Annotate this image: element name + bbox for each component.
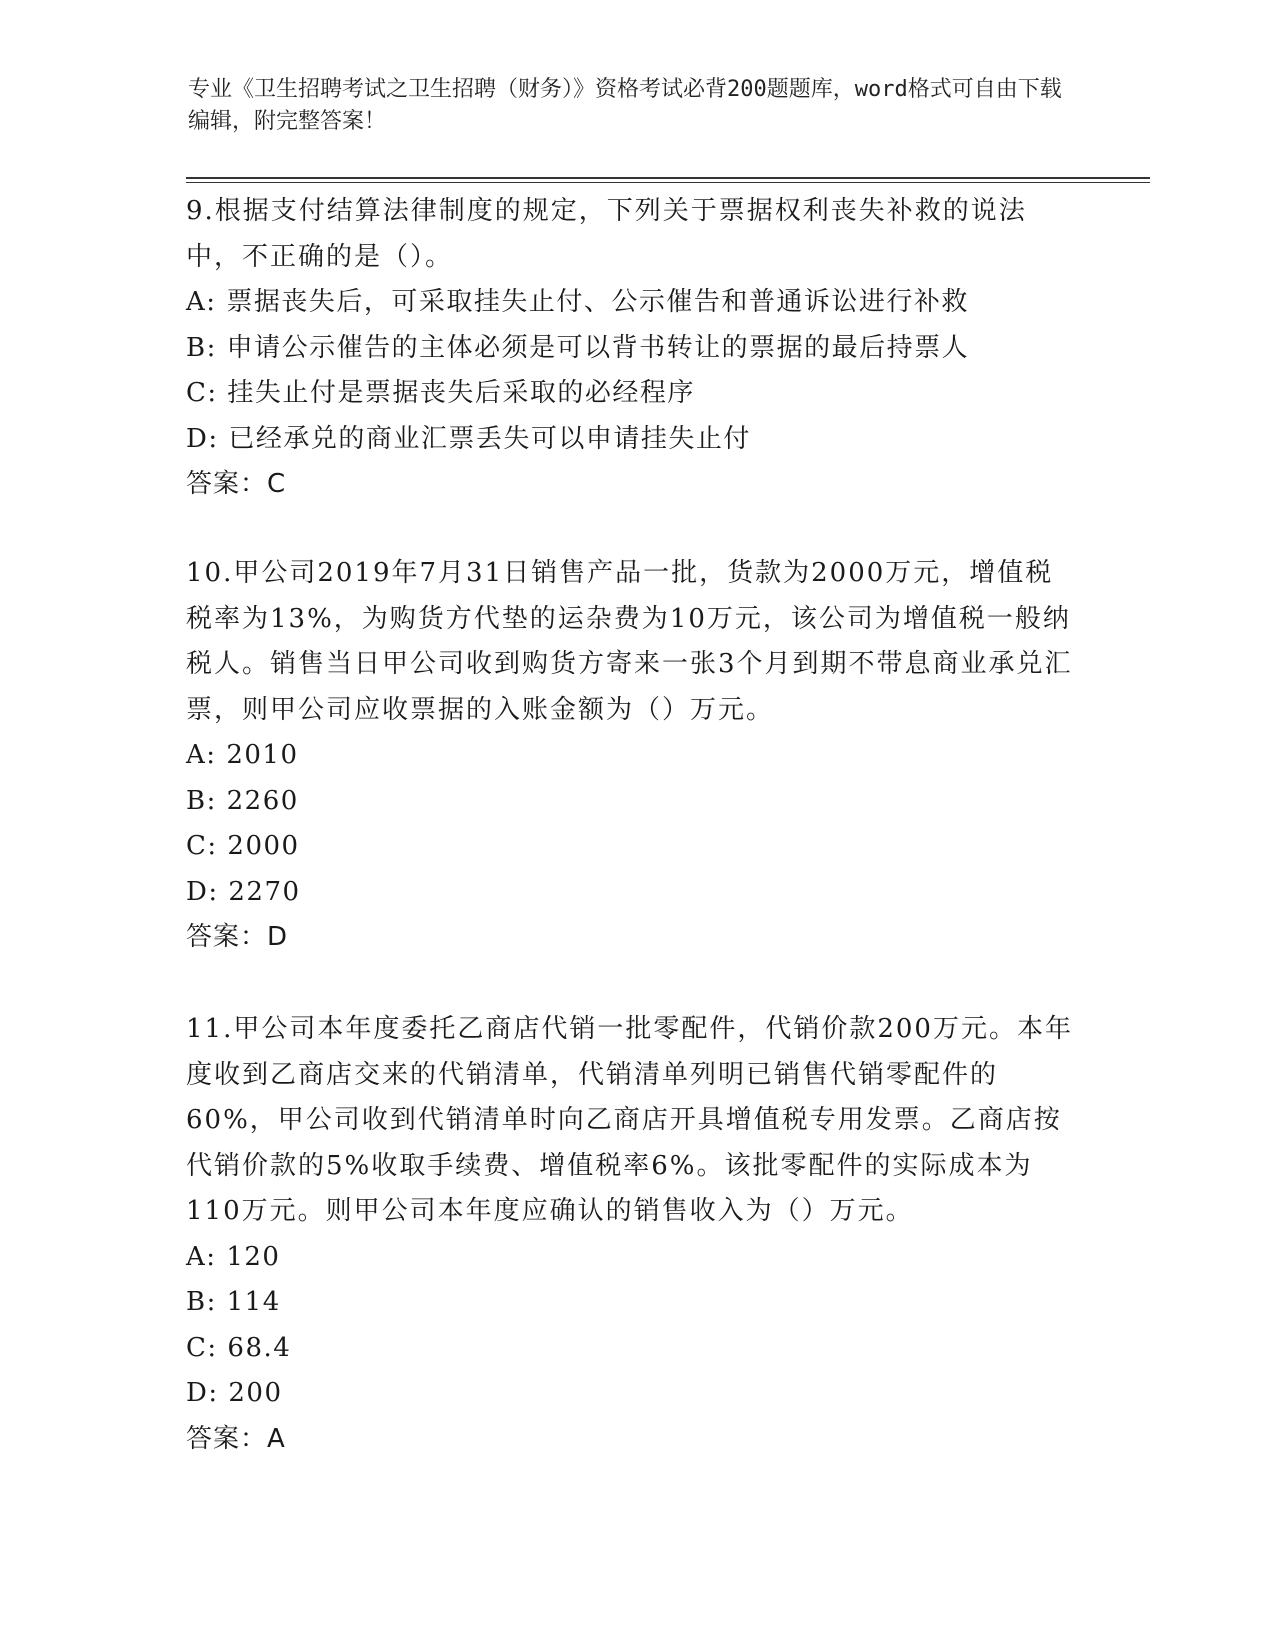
option-letter: A: xyxy=(186,287,217,317)
option-c xyxy=(186,371,1076,417)
option-text: 申请公示催告的主体必须是可以背书转让的票据的最后持票人 xyxy=(226,332,970,363)
option-letter: B: xyxy=(186,332,217,363)
option-b xyxy=(186,326,1076,372)
option-text: 120 xyxy=(226,1241,281,1272)
document-header: 专业《卫生招聘考试之卫生招聘（财务）》资格考试必背200题题库，word格式可自由下载编辑，附完整答案！ xyxy=(188,77,1062,134)
option-text: 68.4 xyxy=(227,1332,292,1363)
question-stem: 11.甲公司本年度委托乙商店代销一批零配件，代销价款200万元。本年度收到乙商店交来的代销清单，代销清单列明已销售代销零配件的60%，甲公司收到代销清单时向乙商店开具增值税专用发票。乙商店按代销价款的5%收取手续费、增值税率6%。该批零配件的实际成本为110万元。则甲公司本年度应确认的销售收入为（）万元。 xyxy=(186,1014,1073,1226)
option-text: 已经承兑的商业汇票丢失可以申请挂失止付 xyxy=(228,423,751,454)
option-text: 2270 xyxy=(228,876,301,907)
option-c xyxy=(186,1326,1076,1372)
option-letter: C: xyxy=(186,831,218,861)
option-b xyxy=(186,1280,1076,1326)
option-a xyxy=(186,280,1076,326)
option-b xyxy=(186,779,1076,825)
option-letter: A: xyxy=(186,1241,217,1272)
option-letter: D: xyxy=(186,423,219,454)
option-d xyxy=(186,417,1076,463)
answer-line: 答案：A xyxy=(186,1423,286,1454)
option-letter: B: xyxy=(186,785,217,816)
option-text: 2000 xyxy=(227,831,300,861)
answer-line: 答案：C xyxy=(186,469,287,499)
option-a xyxy=(186,733,1076,779)
question-stem: 9.根据支付结算法律制度的规定，下列关于票据权利丧失补救的说法中，不正确的是（）。 xyxy=(186,196,1027,272)
option-text: 114 xyxy=(226,1287,281,1317)
option-letter: C: xyxy=(186,378,218,408)
option-letter: D: xyxy=(186,876,219,907)
answer-line: 答案：D xyxy=(186,922,289,952)
option-d xyxy=(186,870,1076,916)
option-letter: B: xyxy=(186,1287,217,1317)
option-text: 挂失止付是票据丧失后采取的必经程序 xyxy=(227,378,695,408)
option-letter: D: xyxy=(186,1378,219,1408)
option-d xyxy=(186,1371,1076,1417)
option-text: 200 xyxy=(228,1378,283,1408)
header-divider xyxy=(186,177,1150,183)
question-stem: 10.甲公司2019年7月31日销售产品一批，货款为2000万元，增值税税率为13%，为购货方代垫的运杂费为10万元，该公司为增值税一般纳税人。销售当日甲公司收到购货方寄来一张3个月到期不带息商业承兑汇票，则甲公司应收票据的入账金额为（）万元。 xyxy=(186,558,1073,725)
option-text: 2010 xyxy=(226,740,299,770)
option-letter: C: xyxy=(186,1332,218,1363)
question-10 xyxy=(186,551,1076,961)
option-letter: A: xyxy=(186,740,217,770)
option-c xyxy=(186,824,1076,870)
question-11 xyxy=(186,1007,1076,1462)
question-9 xyxy=(186,189,1076,508)
option-a xyxy=(186,1235,1076,1281)
option-text: 2260 xyxy=(226,785,299,816)
option-text: 票据丧失后，可采取挂失止付、公示催告和普通诉讼进行补救 xyxy=(226,287,969,317)
